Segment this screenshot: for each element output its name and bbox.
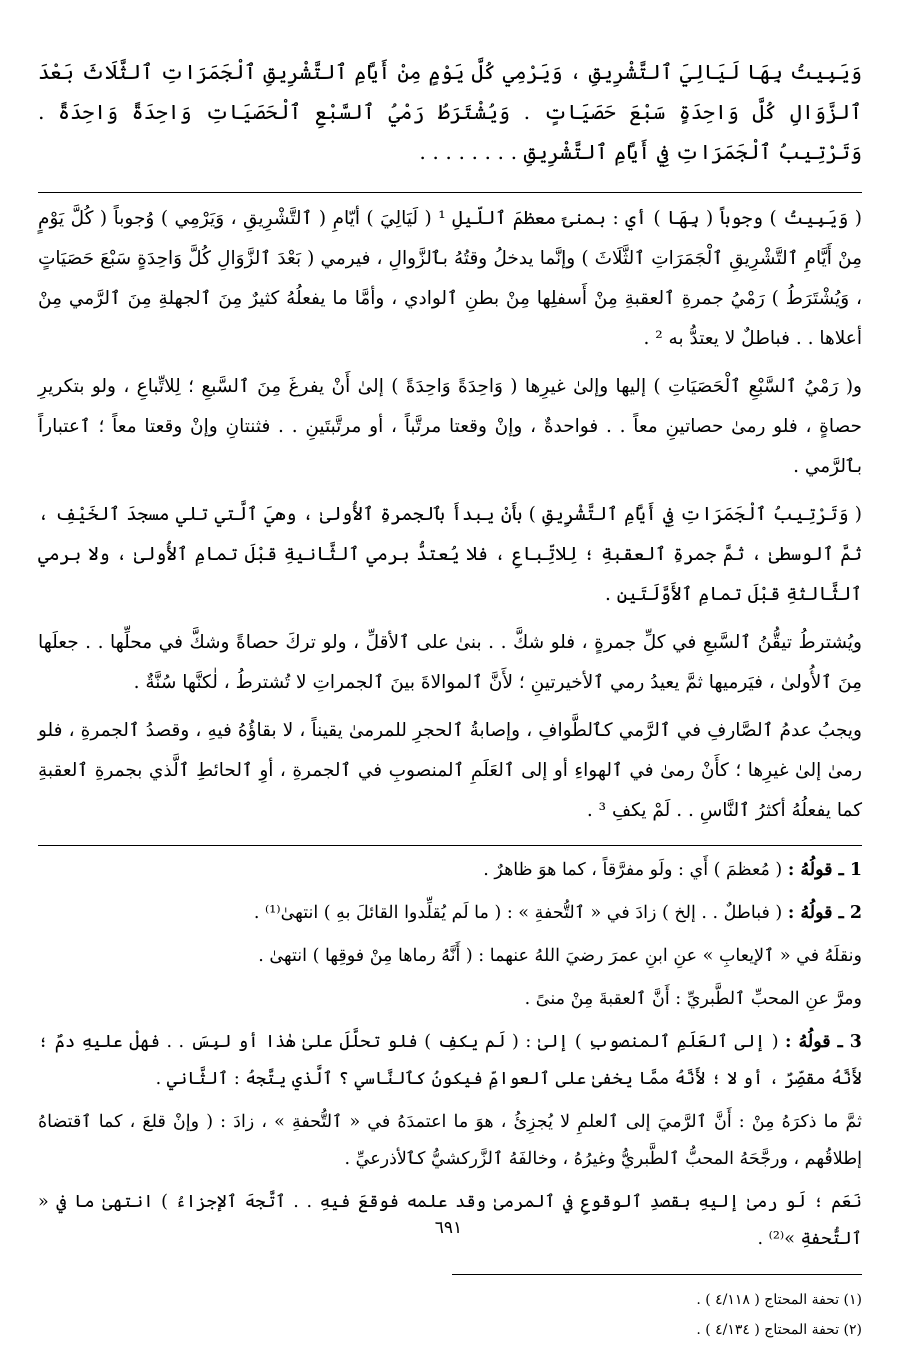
footnote: (١) تحفة المحتاج ( ٤/١١٨ ) .	[696, 1292, 862, 1308]
gloss-text: ( إلى ٱلعَلَمِ ٱلمنصوبِ ) إلىٰ : ( لَم يكفِ ) فلو تحلَّلَ علىٰ هٰذا أو لبِسَ . . فهلْ عليهِ دمٌ ؛ لأَنَّهُ مقصِّرٌ ، أو لا ؛ لأَنَّهُ ممَّا يخفىٰ على ٱلعوامِّ فيكونُ كٱلنَّاسي ؟ ٱلَّذي يتَّجهُ : ٱلثَّاني .	[38, 1032, 862, 1089]
commentary-paragraph: ( وَيَبِيتُ ) وجوباً ( بِهَا ) أي : بمنىً معظمَ ٱللّيلِ ¹ ( لَيَالِيَ ) أيّامِ ( ٱلتَّشْرِيقِ ، وَيَرْمِي ) وُجوباً ( كُلَّ يَوْمٍ مِنْ أَيَّامِ ٱلتَّشْرِيقِ ٱلْجَمَرَاتِ ٱلثَّلَاثَ ) وإنَّما يدخلُ وقتُهُ بٱلزَّوالِ ، فيرمي ( بَعْدَ ٱلزَّوَالِ كُلَّ وَاحِدَةٍ سَبْعَ حَصَيَاتٍ ، وَيُشْتَرَطُ ) رَمْيُ جمرةِ ٱلعقبةِ مِنْ أَسفلِها مِنْ بطنِ ٱلوادي ، وأمَّا ما يفعلُهُ كثيرٌ مِنَ ٱلجهلةِ مِنَ ٱلرَّمي مِنْ أعلاها . . فباطلٌ لا يعتدُّ به ² .	[38, 208, 862, 349]
commentary-paragraph: ويُشترطُ تيقُّنُ ٱلسَّبعِ في كلِّ جمرةٍ ، فلو شكَّ . . بنىٰ على ٱلأقلِّ ، ولو تركَ حصاةً وشكَّ في محلِّها . . جعلَها مِنَ ٱلأُولىٰ ، فيَرميها ثمَّ يعيدُ رمي ٱلأخيرتينِ ؛ لأَنَّ ٱلموالاةَ بينَ ٱلجمراتِ لا تُشترطُ ، لٰكنَّها سُنَّةٌ .	[38, 632, 862, 693]
commentary-paragraph: ويجبُ عدمُ ٱلصَّارفِ في ٱلرَّمي كٱلطَّوافِ ، وإصابةُ ٱلحجرِ للمرمىٰ يقيناً ، لا بقاؤُهُ فيهِ ، وقصدُ ٱلجمرةِ ، فلو رمىٰ إلىٰ غيرِها ؛ كأَنْ رمىٰ في ٱلهواءِ أو إلى ٱلعَلَمِ ٱلمنصوبِ في ٱلجمرةِ ، أوِ ٱلحائطِ ٱلَّذي بجمرةِ ٱلعقبةِ كما يفعلُهُ أكثرُ ٱلنَّاسِ . . لَمْ يكفِ ³ .	[38, 720, 862, 821]
page-body	[38, 52, 862, 1345]
main-text-paragraph: وَيَبِيتُ بِهَا لَيَالِيَ ٱلتَّشْرِيقِ ، وَيَرْمِي كُلَّ يَوْمٍ مِنْ أَيَّامِ ٱلتَّشْرِيقِ ٱلْجَمَرَاتِ ٱلثَّلَاثَ بَعْدَ ٱلزَّوَالِ كُلَّ وَاحِدَةٍ سَبْعَ حَصَيَاتٍ . وَيُشْتَرَطُ رَمْيُ ٱلسَّبْعِ ٱلْحَصَيَاتِ وَاحِدَةً وَاحِدَةً . وَتَرْتِيبُ ٱلْجَمَرَاتِ فِي أَيَّامِ ٱلتَّشْرِيقِ . . . . . . . .	[38, 60, 862, 164]
page-number: ٦٩١	[434, 1218, 463, 1238]
footnote: (٢) تحفة المحتاج ( ٤/١٣٤ ) .	[696, 1322, 862, 1338]
glosses	[38, 852, 862, 1258]
gloss-text: ( فباطلٌ . . إلخ ) زادَ في « ٱلتُّحفةِ » : ( ما لَم يُقلِّدوا القائلَ بهِ ) انتهىٰ⁽¹⁾ .	[253, 903, 783, 923]
gloss-paragraph	[38, 895, 862, 932]
commentary-paragraph: ( وَتَرْتِيبُ ٱلْجَمَرَاتِ فِي أَيَّامِ ٱلتَّشْرِيقِ ) بأَنْ يبدأَ بٱلجمرةِ ٱلأُولىٰ ، وهيَ ٱلَّتي تلي مسجدَ ٱلخَيْفِ ، ثمَّ ٱلوسطىٰ ، ثمَّ جمرةِ ٱلعقبةِ ؛ لِلاتِّباعِ ، فلا يُعتدُّ برمي ٱلثَّانيةِ قبْلَ تمامِ ٱلأُولىٰ ، ولا برمي ٱلثَّالثةِ قبْلَ تمامِ ٱلأَوَّلَتَينِ .	[38, 504, 862, 605]
gloss-text: ثمَّ ما ذكرَهُ مِنْ : أَنَّ ٱلرَّميَ إلى ٱلعلمِ لا يُجزِئُ ، هوَ ما اعتمدَهُ في « ٱلتُّحفةِ » ، زادَ : ( وإنْ قلعَ ، كما ٱقتضاهُ إطلاقُهم ، ورجَّحَهُ المحبُّ ٱلطَّبريُّ وغيرُهُ ، وخالفَهُ ٱلزَّركشيُّ كٱلأذرعيِّ .	[38, 1112, 862, 1169]
main-text	[38, 52, 862, 172]
gloss-label: 3 ـ قولُهُ :	[785, 1032, 862, 1052]
divider	[38, 192, 862, 193]
gloss-label: 2 ـ قولُهُ :	[787, 903, 862, 923]
gloss-text: ومرَّ عنِ المحبِّ ٱلطَّبريِّ : أَنَّ ٱلعقبةَ مِنْ منىً .	[524, 989, 862, 1009]
gloss-paragraph	[38, 981, 862, 1018]
footnotes	[38, 1285, 862, 1345]
gloss-paragraph	[38, 1024, 862, 1098]
gloss-paragraph	[38, 938, 862, 975]
commentary-paragraph: و( رَمْيُ ٱلسَّبْعِ ٱلْحَصَيَاتِ ) إليها وإلىٰ غيرِها ( وَاحِدَةً وَاحِدَةً ) إلىٰ أَنْ يفرغَ مِنَ ٱلسَّبعِ ؛ لِلاتِّباعِ ، ولو بتكريرِ حصاةٍ ، فلو رمىٰ حصاتينِ معاً . . فواحدةٌ ، وإنْ وقعتا مرتَّباً ، أو مرتَّبتَينِ . . فثنتانِ وإنْ وقعتا معاً ؛ ٱعتباراً بٱلرَّمي .	[38, 376, 862, 477]
gloss-paragraph	[38, 852, 862, 889]
gloss-text: نَعَم ؛ لَو رمىٰ إليهِ بقصدِ ٱلوقوعِ في ٱلمرمىٰ وقد علمه فوقعَ فيهِ . . ٱتَّجهَ ٱلإجزاءُ ) انتهىٰ ما في « ٱلتُّحفةِ »⁽²⁾ .	[38, 1192, 862, 1249]
gloss-label: 1 ـ قولُهُ :	[787, 860, 862, 880]
gloss-text: ونقلَهُ في « ٱلإيعابِ » عنِ ابنِ عمرَ رضيَ اللهُ عنهما : ( أَنَّهُ رماها مِنْ فوقِها ) انتهىٰ .	[258, 946, 862, 966]
gloss-text: ( مُعظمَ ) أَي : ولَو مفرَّقاً ، كما هوَ ظاهرٌ .	[483, 860, 783, 880]
gloss-paragraph	[38, 1104, 862, 1178]
commentary	[38, 199, 862, 831]
divider	[38, 845, 862, 846]
footnote-divider	[452, 1274, 862, 1275]
